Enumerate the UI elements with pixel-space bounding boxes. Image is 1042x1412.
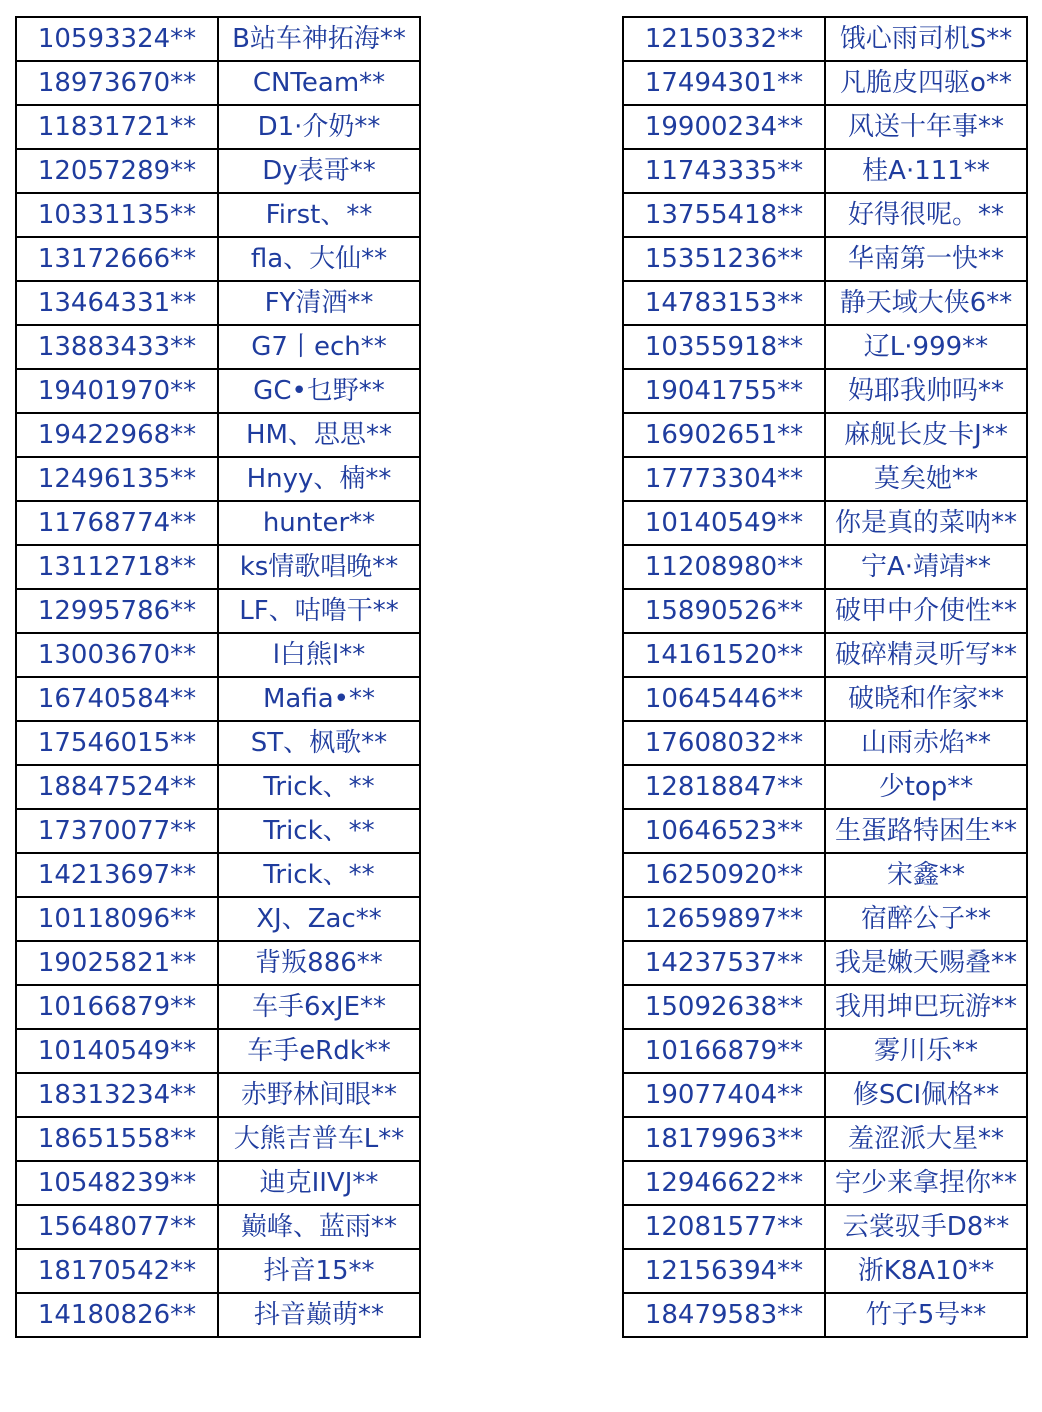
- table-row: [16, 149, 420, 193]
- user-id-cell: 12156394**: [623, 1249, 825, 1293]
- nickname-cell: 大熊吉普车L**: [218, 1117, 420, 1161]
- user-id-cell: 12995786**: [16, 589, 218, 633]
- user-id-cell: 18651558**: [16, 1117, 218, 1161]
- user-id-cell: 13464331**: [16, 281, 218, 325]
- table-row: [16, 985, 420, 1029]
- nickname-cell: ST、枫歌**: [218, 721, 420, 765]
- nickname-cell: 辽L·999**: [825, 325, 1027, 369]
- table-row: [623, 545, 1027, 589]
- user-id-cell: 12057289**: [16, 149, 218, 193]
- nickname-cell: 浙K8A10**: [825, 1249, 1027, 1293]
- user-id-cell: 10166879**: [623, 1029, 825, 1073]
- nickname-cell: 风送十年事**: [825, 105, 1027, 149]
- nickname-cell: 雾川乐**: [825, 1029, 1027, 1073]
- table-row: [16, 589, 420, 633]
- user-id-cell: 14213697**: [16, 853, 218, 897]
- table-row: [623, 325, 1027, 369]
- table-row: [623, 1029, 1027, 1073]
- nickname-cell: 静天域大侠6**: [825, 281, 1027, 325]
- table-row: [16, 545, 420, 589]
- table-row: [16, 281, 420, 325]
- table-row: [623, 1293, 1027, 1337]
- user-id-cell: 13755418**: [623, 193, 825, 237]
- table-row: [623, 369, 1027, 413]
- nickname-cell: 迪克IIVJ**: [218, 1161, 420, 1205]
- table-row: [623, 1073, 1027, 1117]
- user-id-cell: 19422968**: [16, 413, 218, 457]
- table-row: [16, 1205, 420, 1249]
- table-row: [623, 1205, 1027, 1249]
- nickname-cell: 修SCI佩格**: [825, 1073, 1027, 1117]
- nickname-cell: 竹子5号**: [825, 1293, 1027, 1337]
- table-row: [16, 809, 420, 853]
- user-id-cell: 10140549**: [623, 501, 825, 545]
- nickname-cell: 抖音15**: [218, 1249, 420, 1293]
- nickname-cell: 云裳驭手D8**: [825, 1205, 1027, 1249]
- table-row: [623, 281, 1027, 325]
- table-row: [16, 1161, 420, 1205]
- user-id-cell: 10593324**: [16, 17, 218, 61]
- nickname-cell: 生蛋路特困生**: [825, 809, 1027, 853]
- user-id-cell: 13172666**: [16, 237, 218, 281]
- table-row: [16, 61, 420, 105]
- nickname-cell: LF、咕噜干**: [218, 589, 420, 633]
- user-id-cell: 14161520**: [623, 633, 825, 677]
- table-row: [16, 1117, 420, 1161]
- table-row: [623, 501, 1027, 545]
- table-row: [623, 149, 1027, 193]
- table-row: [16, 721, 420, 765]
- nickname-cell: Hnyy、楠**: [218, 457, 420, 501]
- table-row: [623, 941, 1027, 985]
- user-id-cell: 14783153**: [623, 281, 825, 325]
- table-row: [16, 457, 420, 501]
- nickname-cell: 车手6xJE**: [218, 985, 420, 1029]
- user-id-cell: 10646523**: [623, 809, 825, 853]
- nickname-cell: G7丨ech**: [218, 325, 420, 369]
- nickname-cell: CNTeam**: [218, 61, 420, 105]
- user-id-cell: 15890526**: [623, 589, 825, 633]
- table-row: [623, 1117, 1027, 1161]
- user-id-cell: 18847524**: [16, 765, 218, 809]
- user-id-cell: 10548239**: [16, 1161, 218, 1205]
- table-row: [16, 501, 420, 545]
- table-row: [623, 105, 1027, 149]
- table-row: [16, 677, 420, 721]
- nickname-cell: D1·介奶**: [218, 105, 420, 149]
- nickname-cell: 好得很呢。**: [825, 193, 1027, 237]
- user-id-cell: 18179963**: [623, 1117, 825, 1161]
- nickname-cell: 山雨赤焰**: [825, 721, 1027, 765]
- user-id-cell: 12659897**: [623, 897, 825, 941]
- user-id-cell: 15351236**: [623, 237, 825, 281]
- nickname-cell: 麻舰长皮卡J**: [825, 413, 1027, 457]
- table-row: [16, 1249, 420, 1293]
- user-id-cell: 16902651**: [623, 413, 825, 457]
- user-id-cell: 17773304**: [623, 457, 825, 501]
- nickname-cell: 宁A·靖靖**: [825, 545, 1027, 589]
- user-id-cell: 12496135**: [16, 457, 218, 501]
- table-row: [623, 457, 1027, 501]
- nickname-cell: Dy表哥**: [218, 149, 420, 193]
- nickname-cell: 破晓和作家**: [825, 677, 1027, 721]
- nickname-cell: 你是真的菜呐**: [825, 501, 1027, 545]
- user-id-cell: 17546015**: [16, 721, 218, 765]
- table-row: [623, 1249, 1027, 1293]
- table-row: [16, 193, 420, 237]
- nickname-cell: 羞涩派大星**: [825, 1117, 1027, 1161]
- table-row: [623, 237, 1027, 281]
- user-id-cell: 12081577**: [623, 1205, 825, 1249]
- user-id-cell: 14180826**: [16, 1293, 218, 1337]
- table-row: [623, 1161, 1027, 1205]
- nickname-cell: 饿心雨司机S**: [825, 17, 1027, 61]
- user-id-cell: 11208980**: [623, 545, 825, 589]
- user-id-cell: 17608032**: [623, 721, 825, 765]
- nickname-cell: 宋鑫**: [825, 853, 1027, 897]
- table-row: [623, 985, 1027, 1029]
- table-row: [16, 105, 420, 149]
- table-row: [16, 853, 420, 897]
- table-row: [623, 677, 1027, 721]
- user-id-cell: 13883433**: [16, 325, 218, 369]
- table-row: [16, 237, 420, 281]
- right-table: [622, 16, 1028, 1338]
- user-id-cell: 19077404**: [623, 1073, 825, 1117]
- table-row: [16, 1073, 420, 1117]
- table-row: [623, 589, 1027, 633]
- nickname-cell: GC•乜野**: [218, 369, 420, 413]
- nickname-cell: 我用坤巴玩游**: [825, 985, 1027, 1029]
- nickname-cell: fla、大仙**: [218, 237, 420, 281]
- user-id-cell: 11743335**: [623, 149, 825, 193]
- table-row: [623, 193, 1027, 237]
- user-id-cell: 19041755**: [623, 369, 825, 413]
- nickname-cell: ks情歌唱晚**: [218, 545, 420, 589]
- user-id-cell: 16740584**: [16, 677, 218, 721]
- nickname-cell: 少top**: [825, 765, 1027, 809]
- nickname-cell: 莫矣她**: [825, 457, 1027, 501]
- user-id-cell: 19900234**: [623, 105, 825, 149]
- table-row: [16, 941, 420, 985]
- nickname-cell: 宇少来拿捏你**: [825, 1161, 1027, 1205]
- nickname-cell: 妈耶我帅吗**: [825, 369, 1027, 413]
- nickname-cell: Trick、**: [218, 853, 420, 897]
- nickname-cell: 宿醉公子**: [825, 897, 1027, 941]
- table-row: [623, 721, 1027, 765]
- user-id-cell: 14237537**: [623, 941, 825, 985]
- nickname-cell: 车手eRdk**: [218, 1029, 420, 1073]
- nickname-cell: Mafia•**: [218, 677, 420, 721]
- nickname-cell: Trick、**: [218, 809, 420, 853]
- table-row: [623, 853, 1027, 897]
- user-id-cell: 10355918**: [623, 325, 825, 369]
- nickname-cell: B站车神拓海**: [218, 17, 420, 61]
- user-id-cell: 17370077**: [16, 809, 218, 853]
- table-row: [16, 1293, 420, 1337]
- table-row: [16, 765, 420, 809]
- nickname-cell: 桂A·111**: [825, 149, 1027, 193]
- table-row: [16, 1029, 420, 1073]
- nickname-cell: XJ、Zac**: [218, 897, 420, 941]
- user-id-cell: 11768774**: [16, 501, 218, 545]
- nickname-cell: 巅峰、蓝雨**: [218, 1205, 420, 1249]
- user-id-cell: 15092638**: [623, 985, 825, 1029]
- user-id-cell: 18973670**: [16, 61, 218, 105]
- nickname-cell: 破碎精灵听写**: [825, 633, 1027, 677]
- nickname-cell: Trick、**: [218, 765, 420, 809]
- table-row: [623, 809, 1027, 853]
- table-row: [16, 369, 420, 413]
- user-id-cell: 15648077**: [16, 1205, 218, 1249]
- nickname-cell: 华南第一快**: [825, 237, 1027, 281]
- user-id-cell: 18170542**: [16, 1249, 218, 1293]
- user-id-cell: 16250920**: [623, 853, 825, 897]
- user-id-cell: 19401970**: [16, 369, 218, 413]
- user-id-cell: 12946622**: [623, 1161, 825, 1205]
- left-table-body: [16, 17, 420, 1337]
- user-id-cell: 17494301**: [623, 61, 825, 105]
- table-row: [16, 897, 420, 941]
- user-id-cell: 12818847**: [623, 765, 825, 809]
- nickname-cell: 我是嫩天赐叠**: [825, 941, 1027, 985]
- user-id-cell: 19025821**: [16, 941, 218, 985]
- user-id-cell: 12150332**: [623, 17, 825, 61]
- left-table: [15, 16, 421, 1338]
- table-row: [623, 897, 1027, 941]
- nickname-cell: l白熊l**: [218, 633, 420, 677]
- user-id-cell: 13003670**: [16, 633, 218, 677]
- nickname-cell: 凡脆皮四驱o**: [825, 61, 1027, 105]
- table-row: [623, 413, 1027, 457]
- right-table-body: [623, 17, 1027, 1337]
- table-row: [623, 633, 1027, 677]
- table-row: [623, 765, 1027, 809]
- nickname-cell: 破甲中介使性**: [825, 589, 1027, 633]
- table-row: [623, 61, 1027, 105]
- user-id-cell: 10140549**: [16, 1029, 218, 1073]
- table-row: [623, 17, 1027, 61]
- user-id-cell: 18313234**: [16, 1073, 218, 1117]
- nickname-cell: hunter**: [218, 501, 420, 545]
- user-id-cell: 11831721**: [16, 105, 218, 149]
- nickname-cell: HM、思思**: [218, 413, 420, 457]
- nickname-cell: 抖音巅萌**: [218, 1293, 420, 1337]
- user-id-cell: 13112718**: [16, 545, 218, 589]
- table-row: [16, 633, 420, 677]
- nickname-cell: 赤野林间眼**: [218, 1073, 420, 1117]
- user-id-cell: 10331135**: [16, 193, 218, 237]
- nickname-cell: 背叛886**: [218, 941, 420, 985]
- user-id-cell: 18479583**: [623, 1293, 825, 1337]
- user-id-cell: 10645446**: [623, 677, 825, 721]
- nickname-cell: First、**: [218, 193, 420, 237]
- user-id-cell: 10118096**: [16, 897, 218, 941]
- nickname-cell: FY清酒**: [218, 281, 420, 325]
- table-row: [16, 17, 420, 61]
- table-row: [16, 325, 420, 369]
- user-id-cell: 10166879**: [16, 985, 218, 1029]
- table-row: [16, 413, 420, 457]
